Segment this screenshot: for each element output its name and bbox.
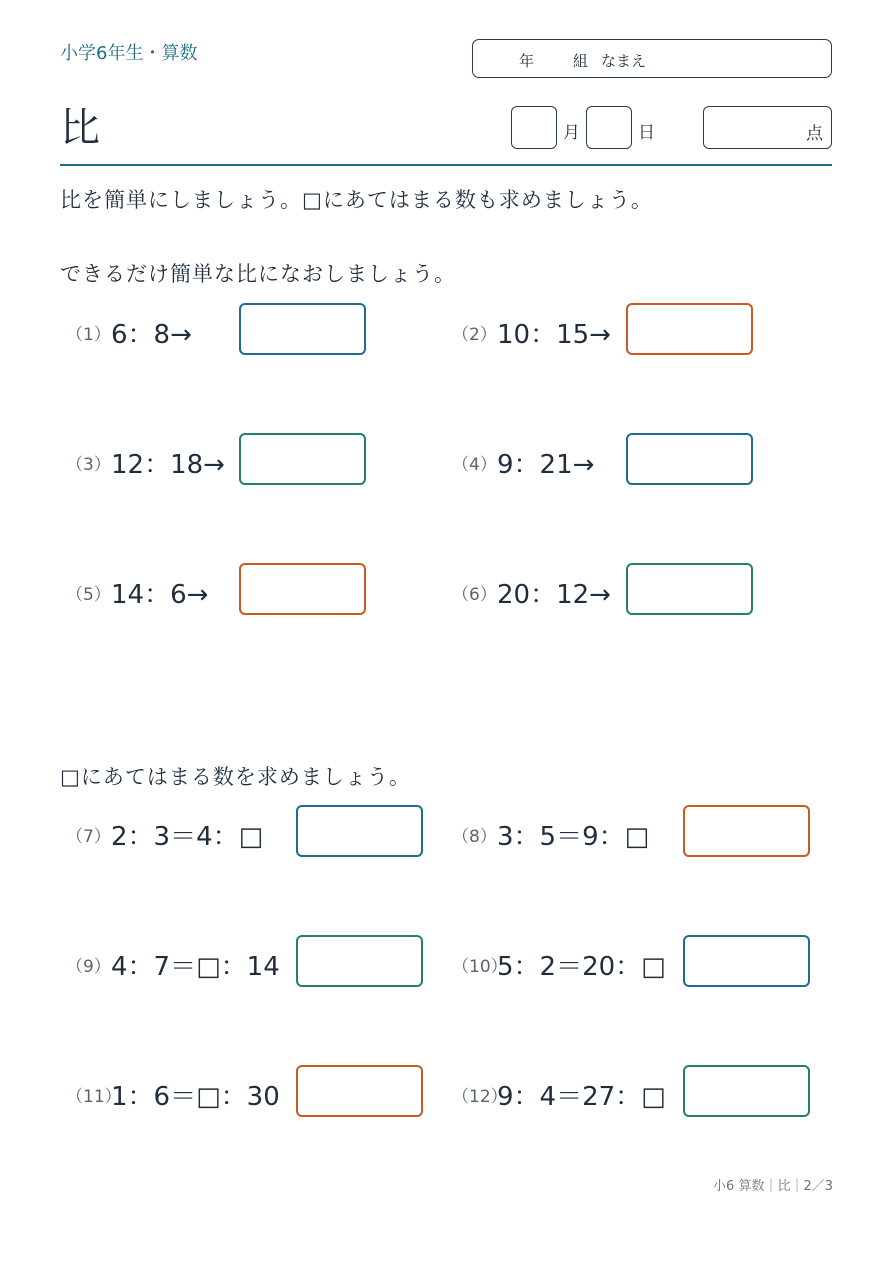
header-divider (60, 164, 832, 166)
answer-box[interactable] (296, 935, 423, 987)
class-label: 組 (573, 52, 589, 70)
problem-number: （11） (66, 1087, 122, 1107)
answer-box[interactable] (626, 303, 753, 355)
problem-text: 4：7＝□：14 (111, 952, 280, 982)
answer-box[interactable] (626, 563, 753, 615)
name-field[interactable] (472, 39, 832, 78)
problem-number: （3） (66, 455, 111, 475)
answer-box[interactable] (296, 1065, 423, 1117)
name-label: なまえ (601, 52, 647, 70)
day-field[interactable] (586, 106, 632, 149)
problem-text: 20：12→ (497, 580, 611, 610)
month-label: 月 (563, 123, 580, 143)
problem-number: （6） (452, 585, 497, 605)
answer-box[interactable] (683, 1065, 810, 1117)
problem-number: （1） (66, 325, 111, 345)
problem-text: 1：6＝□：30 (111, 1082, 280, 1112)
answer-box[interactable] (683, 935, 810, 987)
section1-heading: できるだけ簡単な比になおしましょう。 (60, 262, 456, 286)
page-footer: 小6 算数｜比｜2／3 (713, 1179, 833, 1194)
problem-number: （5） (66, 585, 111, 605)
problem-number: （12） (452, 1087, 508, 1107)
section2-heading: □にあてはまる数を求めましょう。 (60, 765, 411, 789)
problem-text: 6：8→ (111, 320, 192, 350)
problem-text: 5：2＝20：□ (497, 952, 666, 982)
answer-box[interactable] (239, 563, 366, 615)
problem-number: （10） (452, 957, 508, 977)
problem-number: （2） (452, 325, 497, 345)
problem-text: 2：3＝4：□ (111, 822, 264, 852)
grade-subject-label: 小学6年生・算数 (60, 43, 198, 64)
day-label: 日 (638, 123, 655, 143)
problem-number: （4） (452, 455, 497, 475)
problem-text: 9：4＝27：□ (497, 1082, 666, 1112)
page-title: 比 (60, 105, 100, 151)
instruction-text: 比を簡単にしましょう。□にあてはまる数も求めましょう。 (60, 188, 653, 212)
problem-text: 3：5＝9：□ (497, 822, 650, 852)
answer-box[interactable] (683, 805, 810, 857)
problem-text: 14：6→ (111, 580, 209, 610)
year-label: 年 (519, 52, 535, 70)
answer-box[interactable] (626, 433, 753, 485)
problem-number: （8） (452, 827, 497, 847)
problem-text: 9：21→ (497, 450, 595, 480)
problem-text: 12：18→ (111, 450, 225, 480)
problem-text: 10：15→ (497, 320, 611, 350)
problem-number: （9） (66, 957, 111, 977)
score-field[interactable] (703, 106, 832, 149)
score-label: 点 (806, 124, 823, 144)
answer-box[interactable] (239, 433, 366, 485)
answer-box[interactable] (239, 303, 366, 355)
answer-box[interactable] (296, 805, 423, 857)
problem-number: （7） (66, 827, 111, 847)
month-field[interactable] (511, 106, 557, 149)
